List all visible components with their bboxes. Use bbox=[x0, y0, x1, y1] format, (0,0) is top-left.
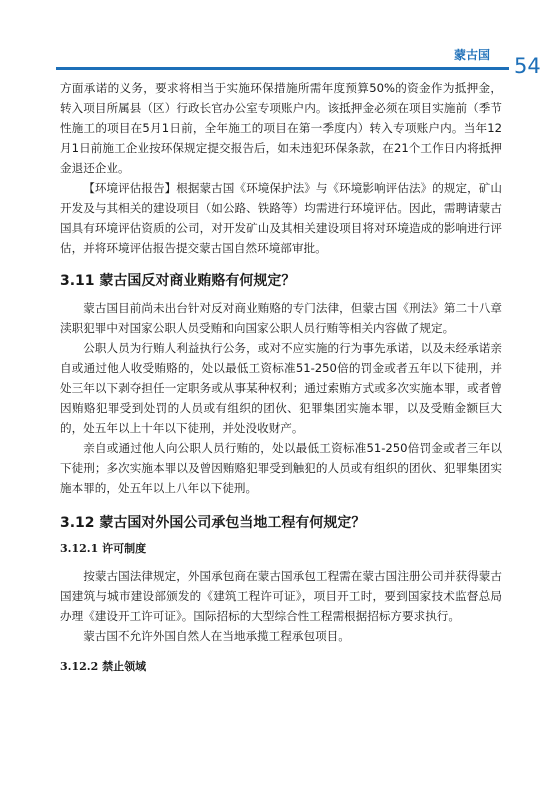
subsection-heading-3-12-1: 3.12.1 许可制度 bbox=[60, 542, 147, 555]
subsection-heading-3-12-2: 3.12.2 禁止领域 bbox=[60, 660, 147, 673]
section-heading-3-12: 3.12 蒙古国对外国公司承包当地工程有何规定？ bbox=[60, 515, 366, 531]
page-number: 54 bbox=[514, 54, 541, 78]
paragraph: 【环境评估报告】根据蒙古国《环境保护法》与《环境影响评估法》的规定，矿山开发及与其相关的建设项目（如公路、铁路等）均需进行环境评估。因此，需聘请蒙古国具有环境评估资质的公司，对开发矿山及其相关建设项目将对环境造成的影响进行评估，并将环境评估报告提交蒙古国自然环境部审批。 bbox=[60, 181, 502, 255]
paragraph: 亲自或通过他人向公职人员行贿的，处以最低工资标准51-250倍罚金或者三年以下徒刑；多次实施本罪以及曾因贿赂犯罪受到触犯的人员或有组织的团伙、犯罪集团实施本罪的，处五年以上八年以下徒刑。 bbox=[60, 441, 502, 495]
paragraph: 公职人员为行贿人利益执行公务，或对不应实施的行为事先承诺，以及未经承诺亲自或通过他人收受贿赂的，处以最低工资标准51-250倍的罚金或者五年以下徒刑，并处三年以下剥夺担任一定职务或从事某种权利；通过索贿方式或多次实施本罪，或者曾因贿赂犯罪受到处罚的人员或有组织的团伙、犯罪集团实施本罪，以及受贿金额巨大的，处五年以上十年以下徒刑，并处没收财产。 bbox=[60, 341, 502, 435]
paragraph: 方面承诺的义务，要求将相当于实施环保措施所需年度预算50%的资金作为抵押金，转入项目所属县（区）行政长官办公室专项账户内。该抵押金必须在项目实施前（季节性施工的项目在5月1日前，全年施工的项目在第一季度内）转入专项账户内。当年12月1日前施工企业按环保规定提交报告后，如未违犯环保条款，在21个工作日内将抵押金退还企业。 bbox=[60, 81, 502, 175]
section-heading-3-11: 3.11 蒙古国反对商业贿赂有何规定？ bbox=[60, 273, 296, 289]
header-rule bbox=[56, 67, 509, 70]
paragraph: 蒙古国不允许外国自然人在当地承揽工程承包项目。 bbox=[83, 629, 350, 643]
running-header-country: 蒙古国 bbox=[454, 48, 491, 62]
paragraph: 蒙古国目前尚未出台针对反对商业贿赂的专门法律，但蒙古国《刑法》第二十八章渎职犯罪中对国家公职人员受贿和向国家公职人员行贿等相关内容做了规定。 bbox=[60, 301, 502, 335]
page-body bbox=[60, 78, 502, 674]
paragraph: 按蒙古国法律规定，外国承包商在蒙古国承包工程需在蒙古国注册公司并获得蒙古国建筑与城市建设部颁发的《建筑工程许可证》，项目开工时，要到国家技术监督总局办理《建设开工许可证》。国际招标的大型综合性工程需根据招标方要求执行。 bbox=[60, 569, 502, 623]
